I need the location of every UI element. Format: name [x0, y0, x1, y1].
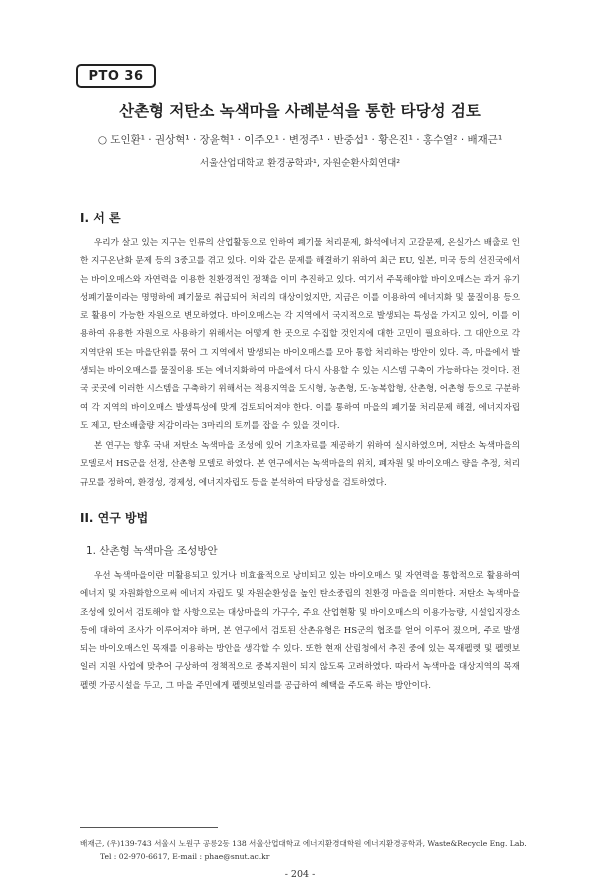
session-badge: PTO 36 [76, 64, 156, 88]
author-list: ○ 도인환¹ · 권상혁¹ · 장윤혁¹ · 이주오¹ · 변정주¹ · 반중섭¹ · 황은진¹ · 홍수열² · 배재근¹ [97, 134, 503, 146]
footnote-address: 배재근, (우)139-743 서울시 노원구 공릉2동 138 서울산업대학교 에너지환경대학원 에너지환경공학과, Waste&Recycle Eng. Lab. [80, 839, 527, 848]
paper-title: 산촌형 저탄소 녹색마을 사례분석을 통한 타당성 검토 [119, 102, 481, 120]
affiliation: 서울산업대학교 환경공학과¹, 자원순환사회연대² [199, 158, 401, 169]
section-heading-intro: I. 서 론 [80, 211, 121, 225]
subsection-heading: 1. 산촌형 녹색마을 조성방안 [86, 545, 218, 557]
section-heading-methods: II. 연구 방법 [80, 511, 149, 525]
footnote-contact: Tel : 02-970-6617, E-mail : phae@snut.ac.kr [100, 852, 270, 861]
footnote-divider [80, 827, 218, 828]
methods-paragraph-1: 우선 녹색마을이란 미활용되고 있거나 비효율적으로 낭비되고 있는 바이오매스 및 자연력을 통합적으로 활용하여 에너지 및 자원화함으로써 에너지 자립도 및 자원순환성을 높인 탄소중립의 친환경 마을을 의미한다. 저탄소 녹색마을 조성에 있어서 검토해야 할 사항으로는 대상마을의 가구수, 주요 산업현황 및 바이오매스의 이용가능량, 시설입지장소 등에 대하여 조사가 이루어져야 하며, 본 연구에서 검토된 산촌유형은 HS군의 협조를 얻어 이루어 졌으며, 주로 발생되는 바이오매스인 목재를 이용하는 방안을 생각할 수 있다. 또한 현재 산림청에서 추진 중에 있는 목재펠렛 및 펠렛보일러 지원 사업에 맞추어 구상하여 정책적으로 중복지원이 되지 않도록 고려하였다. 따라서 녹색마을 대상지역의 목재펠렛 가공시설을 두고, 그 마을 주민에게 펠렛보일러를 공급하여 혜택을 주도록 하는 방안이다. [80, 571, 520, 691]
intro-paragraph-2: 본 연구는 향후 국내 저탄소 녹색마을 조성에 있어 기초자료를 제공하기 위하여 실시하였으며, 저탄소 녹색마을의 모델로서 HS군을 선정, 산촌형 모델로 하였다. 본 연구에서는 녹색마을의 위치, 폐자원 및 바이오매스 량을 추정, 처리규모를 정하여, 환경성, 경제성, 에너지자립도 등을 분석하여 타당성을 검토하였다. [80, 441, 520, 488]
page-number: - 204 - [284, 869, 316, 880]
intro-paragraph-1: 우리가 살고 있는 지구는 인류의 산업활동으로 인하여 폐기물 처리문제, 화석에너지 고갈문제, 온실가스 배출로 인한 지구온난화 문제 등의 3중고를 겪고 있다. 이와 같은 문제를 해결하기 위하여 최근 EU, 일본, 미국 등의 선진국에서는 바이오매스와 자연력을 이용한 친환경적인 정책을 이미 추진하고 있다. 여기서 주목해야할 바이오매스는 과거 유기성폐기물이라는 명명하에 폐기물로 취급되어 처리의 대상이었지만, 지금은 이를 이용하여 에너지화 및 물질이용 등으로 활용이 가능한 자원으로 변모하였다. 바이오매스는 각 지역에서 국지적으로 발생되는 특성을 가지고 있어, 이를 이용하여 유용한 자원으로 사용하기 위해서는 어떻게 한 곳으로 수집할 것인지에 대한 고민이 필요하다. 그 대안으로 각 지역단위 또는 마을단위를 묶어 그 지역에서 발생되는 바이오매스를 모아 통합 처리하는 방안이 있다. 즉, 마을에서 발생되는 바이오매스를 물질이용 또는 에너지화하여 마을에서 다시 사용할 수 있는 시스템 구축이 가능하다는 것이다. 전국 곳곳에 이러한 시스템을 구축하기 위해서는 적용지역을 도시형, 농촌형, 도·농복합형, 산촌형, 어촌형 등으로 구분하여 각 지역의 바이오매스 발생특성에 맞게 검토되어져야 한다. 이를 통하여 마을의 폐기물 처리문제 해결, 에너지자립도 제고, 탄소배출량 저감이라는 3마리의 토끼를 잡을 수 있을 것이다. [80, 238, 520, 431]
